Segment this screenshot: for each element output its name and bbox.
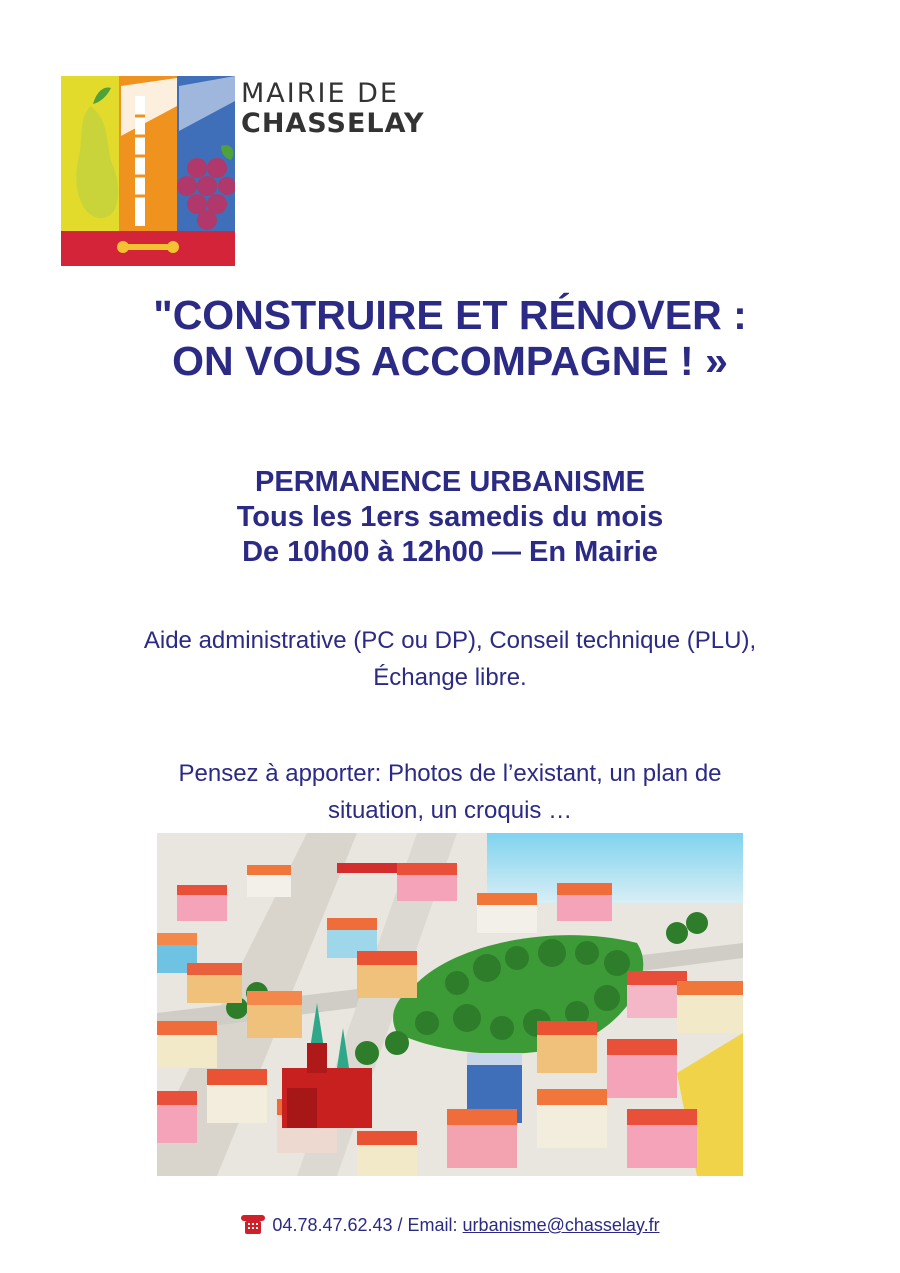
permanence-hours: De 10h00 à 12h00 — En Mairie: [242, 536, 658, 568]
permanence-schedule: Tous les 1ers samedis du mois: [236, 501, 664, 533]
logo-line-2: CHASSELAY: [241, 108, 425, 139]
mairie-logo: [61, 76, 441, 266]
contact-email-link[interactable]: urbanisme@chasselay.fr: [462, 1215, 660, 1235]
headline-line-1: "CONSTRUIRE ET RÉNOVER :: [153, 292, 747, 338]
permanence-block: [0, 465, 900, 570]
services-text: [40, 622, 860, 696]
bring-line-1: Pensez à apporter: Photos de l’existant, un plan de: [178, 760, 722, 787]
telephone-icon: [240, 1213, 266, 1235]
bring-text: [80, 755, 820, 829]
contact-line: [0, 1213, 900, 1236]
permanence-title: PERMANENCE URBANISME: [255, 466, 645, 498]
contact-phone: 04.78.47.62.43 / Email:: [272, 1215, 463, 1235]
services-line-2: Échange libre.: [373, 664, 527, 691]
logo-line-1: MAIRIE DE: [241, 78, 399, 109]
services-line-1: Aide administrative (PC ou DP), Conseil technique (PLU),: [143, 627, 757, 654]
headline-line-2: ON VOUS ACCOMPAGNE ! »: [172, 338, 728, 384]
chasselay-coat-of-arms: [61, 76, 235, 266]
city-model-illustration: [157, 833, 743, 1176]
bring-line-2: situation, un croquis …: [327, 797, 573, 824]
headline: [0, 292, 900, 384]
